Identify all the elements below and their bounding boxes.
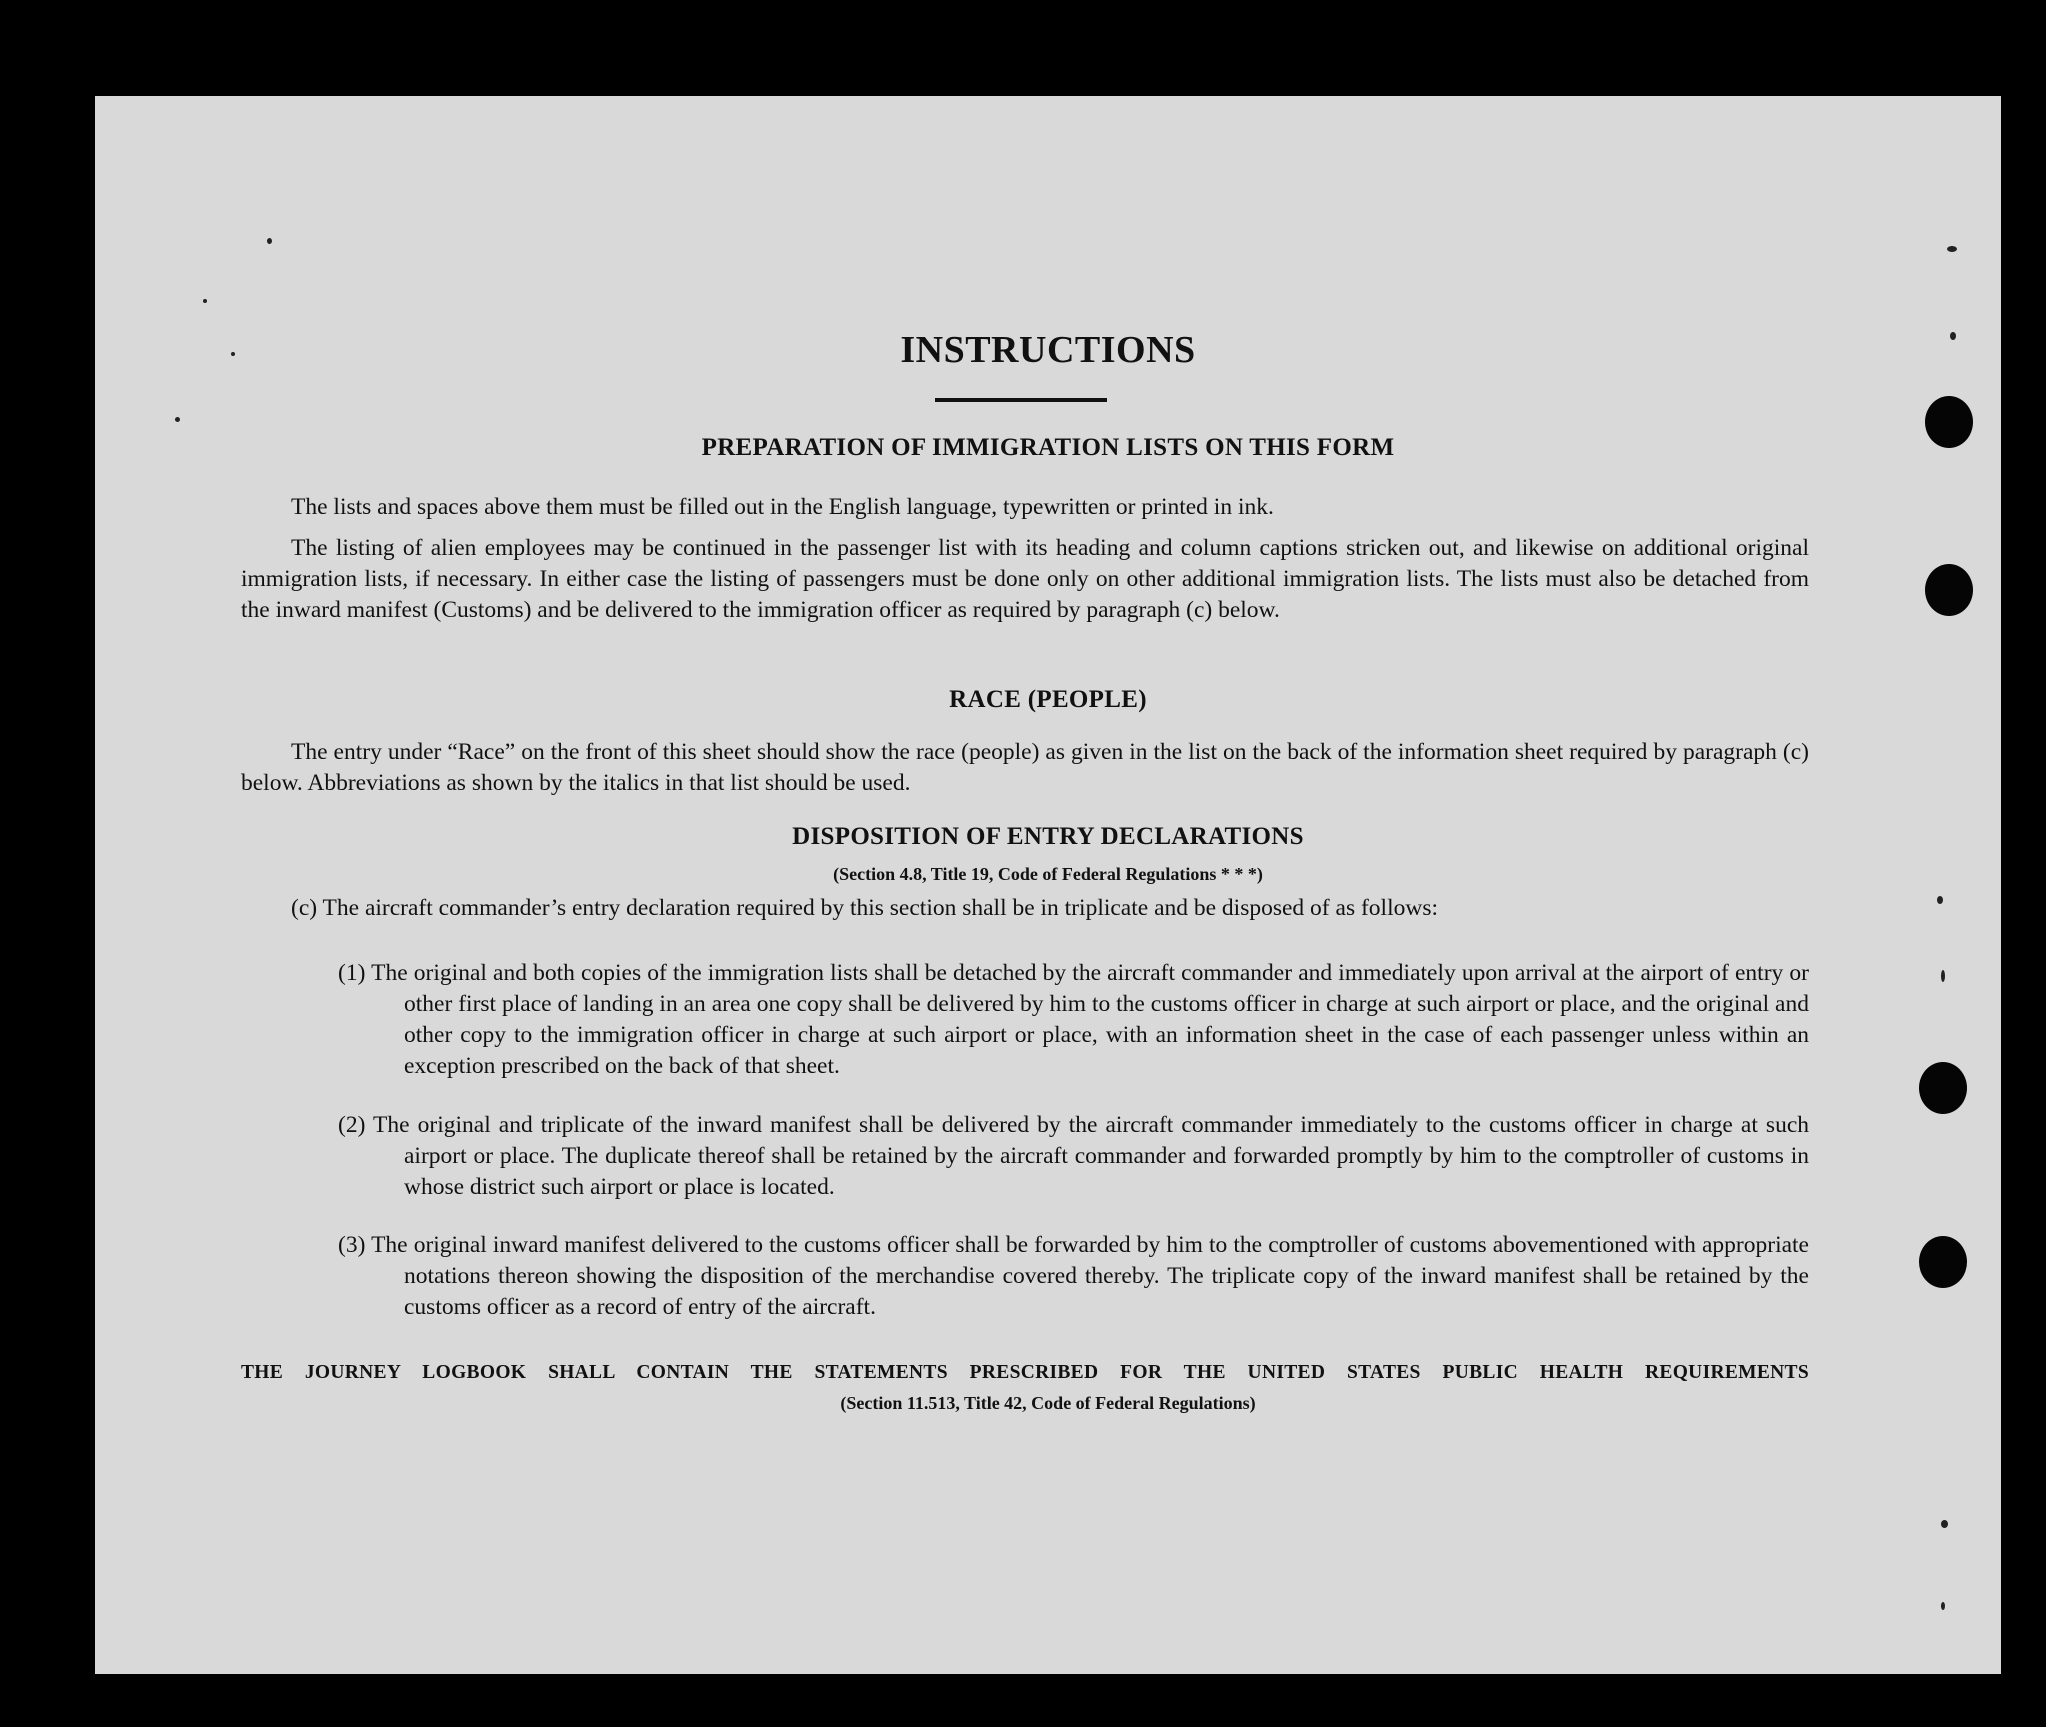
section-heading-race: RACE (PEOPLE)	[949, 686, 1147, 713]
speck	[1941, 1602, 1945, 1610]
disposition-citation: (Section 4.8, Title 19, Code of Federal Regulations * * *)	[833, 864, 1263, 884]
speck	[1941, 1520, 1948, 1528]
punch-hole-4	[1919, 1236, 1967, 1288]
paragraph-disposition-intro: (c) The aircraft commander’s entry declaration required by this section shall be in triplicate and be disposed of as follows:	[291, 895, 1438, 921]
speck	[1941, 970, 1945, 982]
footer-statement: THE JOURNEY LOGBOOK SHALL CONTAIN THE STATEMENTS PRESCRIBED FOR THE UNITED STATES PUBLIC HEALTH REQUIREMENTS	[241, 1362, 1809, 1383]
paragraph-preparation-1: The lists and spaces above them must be filled out in the English language, typewritten or printed in ink.	[291, 494, 1274, 520]
paragraph-preparation-2: The listing of alien employees may be continued in the passenger list with its heading and column captions stricken out, and likewise on additional original immigration lists, if necessary. In either case the listing of passengers must be done only on other additional immigration lists. The lists must also be detached from the inward manifest (Customs) and be delivered to the immigration officer as required by paragraph (c) below.	[241, 535, 1809, 623]
page-title: INSTRUCTIONS	[900, 329, 1196, 371]
speck	[1947, 246, 1957, 252]
document-page	[95, 96, 2001, 1674]
footer-citation: (Section 11.513, Title 42, Code of Federal Regulations)	[840, 1393, 1256, 1413]
list-item-1: (1) The original and both copies of the immigration lists shall be detached by the aircraft commander and immediately upon arrival at the airport of entry or other first place of landing in an area one copy shall be delivered by him to the customs officer in charge at such airport or place, and the original and other copy to the immigration officer in charge at such airport or place, with an information sheet in the case of each passenger unless within an exception prescribed on the back of that sheet.	[338, 960, 1809, 1079]
list-item-3: (3) The original inward manifest delivered to the customs officer shall be forwarded by him to the comptroller of customs abovementioned with appropriate notations thereon showing the disposition of the merchandise covered thereby. The triplicate copy of the inward manifest shall be retained by the customs officer as a record of entry of the aircraft.	[338, 1232, 1809, 1320]
title-underline	[935, 398, 1107, 402]
list-item-2: (2) The original and triplicate of the inward manifest shall be delivered by the aircraft commander immediately to the customs officer in charge at such airport or place. The duplicate thereof shall be retained by the aircraft commander and forwarded promptly by him to the comptroller of customs in whose district such airport or place is located.	[338, 1112, 1809, 1200]
speck	[175, 417, 180, 422]
section-heading-disposition: DISPOSITION OF ENTRY DECLARATIONS	[792, 823, 1304, 850]
speck	[203, 299, 207, 303]
paragraph-race: The entry under “Race” on the front of this sheet should show the race (people) as given in the list on the back of the information sheet required by paragraph (c) below. Abbreviations as shown by the italics in that list should be used.	[241, 739, 1809, 796]
punch-hole-2	[1925, 564, 1973, 616]
speck	[1937, 896, 1943, 904]
punch-hole-3	[1919, 1062, 1967, 1114]
section-heading-preparation: PREPARATION OF IMMIGRATION LISTS ON THIS FORM	[701, 434, 1395, 461]
speck	[267, 238, 272, 244]
